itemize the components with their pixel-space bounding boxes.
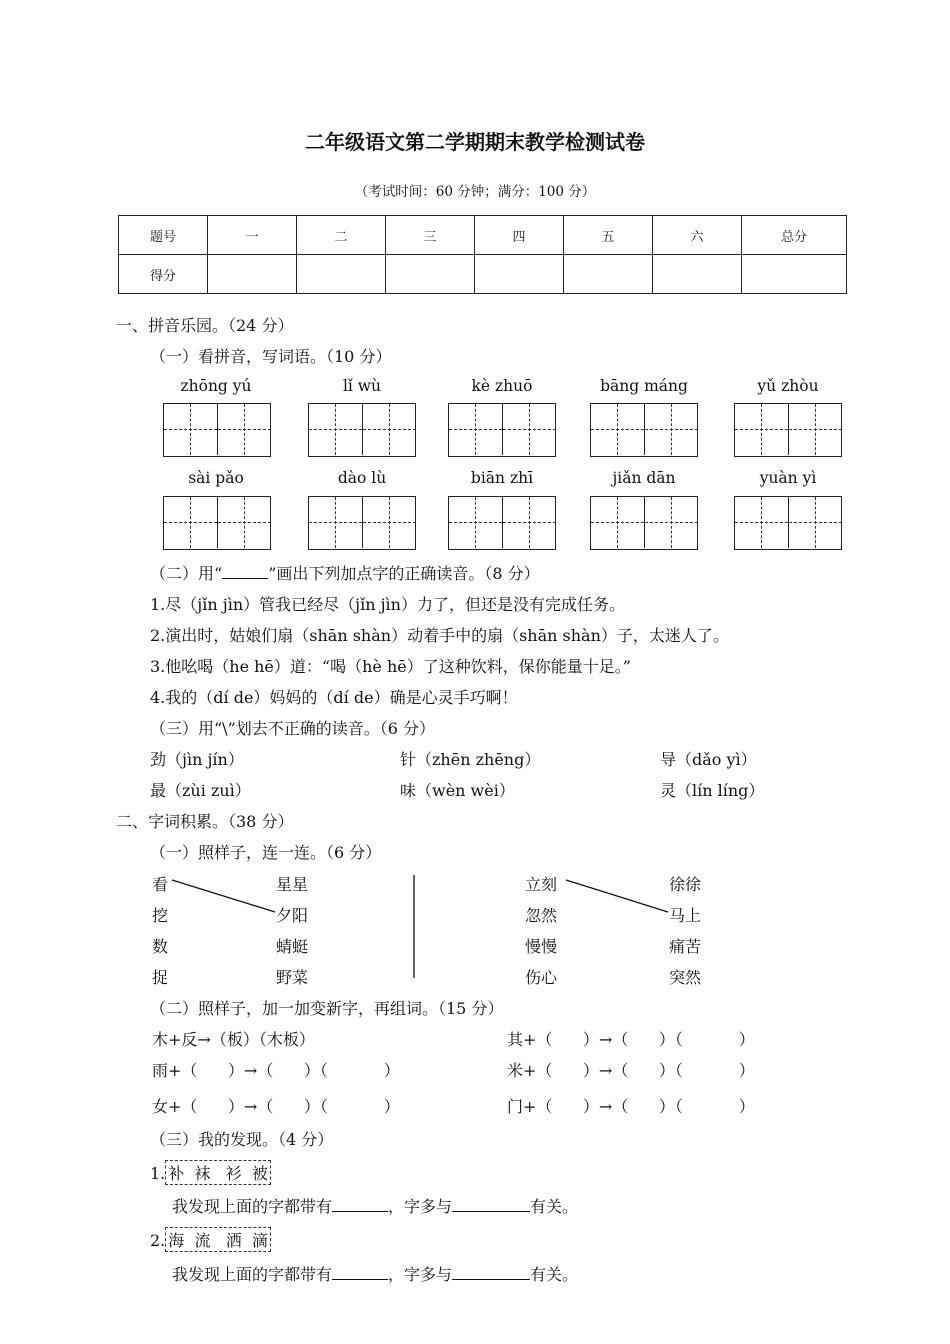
- reading-option: 最（zùi zuì）: [150, 781, 251, 800]
- match-word[interactable]: 伤心: [525, 968, 558, 987]
- match-word[interactable]: 慢慢: [525, 937, 558, 956]
- part1-heading: 一、拼音乐园。（24 分）: [116, 316, 294, 335]
- pinyin-label: yǔ zhòu: [757, 377, 819, 395]
- answer-blank[interactable]: [332, 1197, 388, 1212]
- match-word[interactable]: 捉: [152, 968, 169, 987]
- pinyin-label: zhōng yú: [180, 377, 252, 395]
- match-word[interactable]: 立刻: [525, 875, 558, 894]
- part2-heading: 二、字词积累。（38 分）: [116, 812, 294, 831]
- char-group: 补 袜 衫 被: [165, 1160, 271, 1185]
- compose-item[interactable]: 雨+（ ）→（ ）（ ）: [152, 1061, 400, 1080]
- match-word[interactable]: 挖: [152, 906, 169, 925]
- reading-option: 劲（jìn jín）: [150, 750, 244, 769]
- pinyin-label: lǐ wù: [342, 377, 382, 395]
- score-header-cell: 一: [208, 216, 297, 255]
- q-number: 2.: [150, 1231, 166, 1250]
- match-word[interactable]: 夕阳: [276, 906, 309, 925]
- sentence-text: 有关。: [530, 1265, 579, 1284]
- match-word[interactable]: 星星: [276, 875, 309, 894]
- score-row-label: 得分: [119, 255, 208, 294]
- answer-blank[interactable]: [332, 1265, 388, 1280]
- match-word[interactable]: 痛苦: [669, 937, 702, 956]
- score-header-cell: 总分: [742, 216, 847, 255]
- sentence-text: ，字多与: [388, 1197, 453, 1216]
- part2-sub1-heading: （一）照样子，连一连。（6 分）: [150, 843, 382, 862]
- compose-item[interactable]: 女+（ ）→（ ）（ ）: [152, 1097, 400, 1116]
- match-word[interactable]: 看: [152, 875, 169, 894]
- score-header-cell: 二: [297, 216, 386, 255]
- pinyin-label: dào lù: [337, 469, 387, 487]
- compose-item[interactable]: 其+（ ）→（ ）（ ）: [507, 1030, 755, 1049]
- compose-item[interactable]: 米+（ ）→（ ）（ ）: [507, 1061, 755, 1080]
- exam-info: （考试时间：60 分钟；满分：100 分）: [354, 184, 596, 200]
- q-number: 1.: [150, 1164, 166, 1183]
- match-word[interactable]: 忽然: [525, 906, 558, 925]
- reading-option: 灵（lín líng）: [660, 781, 765, 800]
- match-word[interactable]: 徐徐: [669, 875, 702, 894]
- question-line: 2.演出时，姑娘们扇（shān shàn）动着手中的扇（shān shàn）子，太迷人了。: [150, 626, 729, 645]
- answer-blank[interactable]: [452, 1197, 530, 1212]
- score-header-cell: 六: [653, 216, 742, 255]
- score-header-cell: 五: [564, 216, 653, 255]
- discovery-sentence: [172, 1194, 578, 1217]
- score-header-cell: 三: [386, 216, 475, 255]
- match-word[interactable]: 蜻蜓: [276, 937, 309, 956]
- discovery-sentence: [172, 1262, 578, 1285]
- question-line: 4.我的（dí de）妈妈的（dí de）确是心灵手巧啊！: [150, 688, 518, 707]
- example-compose: 木+反→（板）（木板）: [152, 1030, 315, 1049]
- question-line: 3.他吆喝（he hē）道：“喝（hè hē）了这种饮料，保你能量十足。”: [150, 657, 631, 676]
- char-group: 海 流 洒 滴: [165, 1227, 271, 1252]
- sentence-text: 我发现上面的字都带有: [172, 1265, 333, 1284]
- reading-option: 味（wèn wèi）: [400, 781, 515, 800]
- pinyin-label: sài pǎo: [188, 469, 244, 487]
- pinyin-label: yuàn yì: [759, 469, 817, 487]
- part2-sub2-heading: （二）照样子，加一加变新字，再组词。（15 分）: [150, 999, 504, 1018]
- sentence-text: ，字多与: [388, 1265, 453, 1284]
- page-title: 二年级语文第二学期期末教学检测试卷: [305, 130, 645, 154]
- discovery-q1: [150, 1160, 271, 1185]
- score-header-cell: 题号: [119, 216, 208, 255]
- sentence-text: 有关。: [530, 1197, 579, 1216]
- answer-blank[interactable]: [452, 1265, 530, 1280]
- score-header-cell: 四: [475, 216, 564, 255]
- heading-text: （二）用“: [150, 564, 223, 583]
- pinyin-label: jiǎn dān: [612, 469, 676, 487]
- match-word[interactable]: 突然: [669, 968, 702, 987]
- sentence-text: 我发现上面的字都带有: [172, 1197, 333, 1216]
- part1-sub3-heading: （三）用“\”划去不正确的读音。（6 分）: [150, 719, 436, 738]
- pinyin-label: kè zhuō: [471, 377, 533, 395]
- question-line: 1.尽（jǐn jìn）管我已经尽（jǐn jìn）力了，但还是没有完成任务。: [150, 595, 625, 614]
- heading-text: ”画出下列加点字的正确读音。（8 分）: [268, 564, 540, 583]
- pinyin-label: bāng máng: [600, 377, 688, 395]
- pinyin-label: biān zhī: [470, 469, 534, 487]
- match-word[interactable]: 数: [152, 937, 169, 956]
- reading-option: 针（zhēn zhēng）: [400, 750, 541, 769]
- part2-sub3-heading: （三）我的发现。（4 分）: [150, 1130, 334, 1149]
- example-match-line: [566, 880, 668, 912]
- compose-item[interactable]: 门+（ ）→（ ）（ ）: [507, 1097, 755, 1116]
- match-word[interactable]: 野菜: [276, 968, 309, 987]
- part1-sub1-heading: （一）看拼音，写词语。（10 分）: [150, 347, 392, 366]
- discovery-q2: [150, 1227, 271, 1252]
- reading-option: 导（dǎo yì）: [660, 750, 757, 769]
- example-match-line: [172, 880, 275, 912]
- match-word[interactable]: 马上: [669, 906, 702, 925]
